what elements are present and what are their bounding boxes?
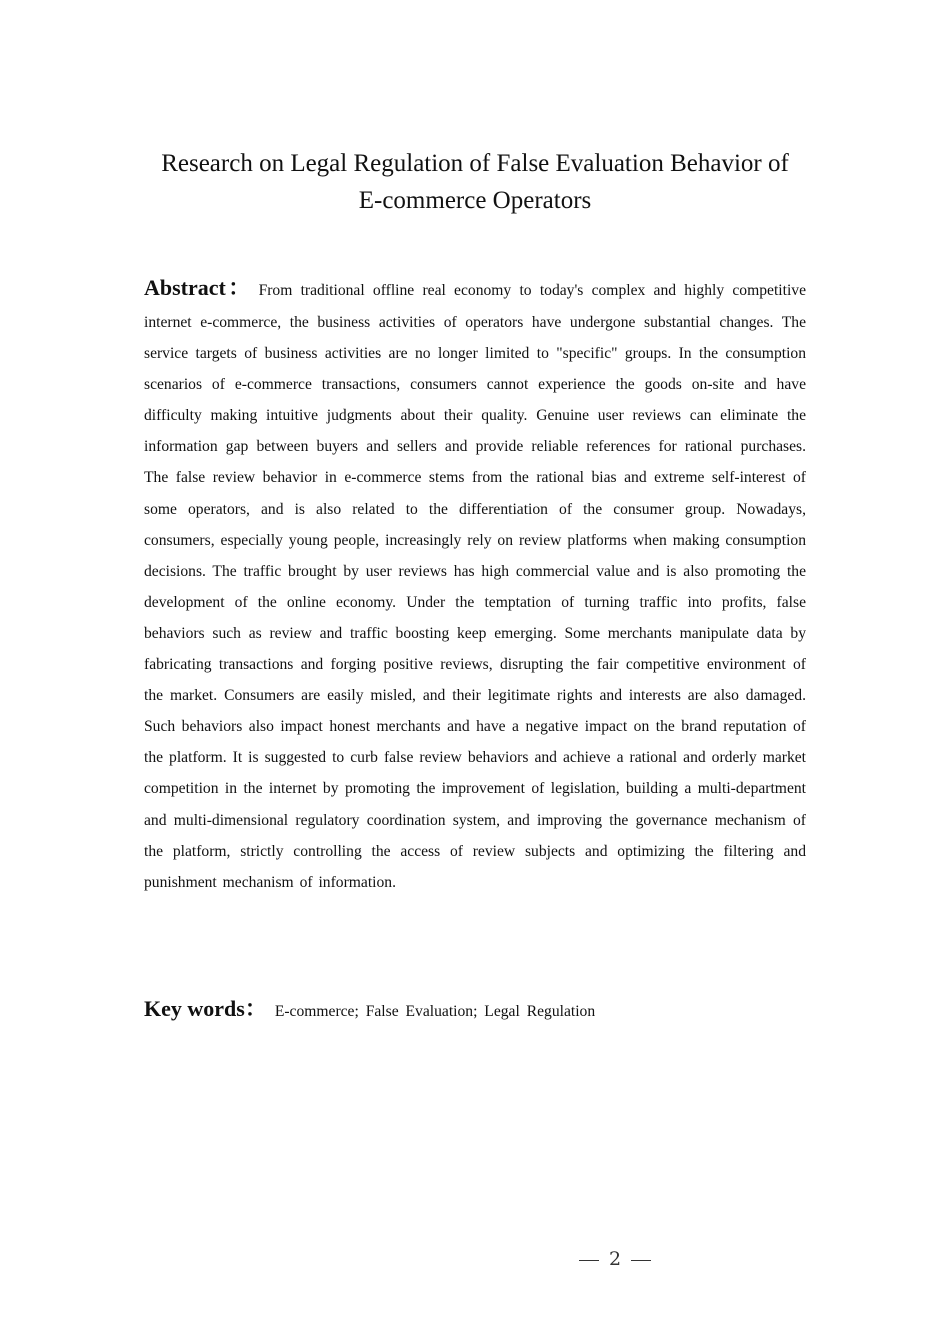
- document-title: [130, 145, 820, 219]
- dash-left-icon: [579, 1260, 599, 1261]
- abstract-label: Abstract：: [144, 275, 253, 300]
- keywords-line: [144, 992, 595, 1029]
- page-number: 2: [608, 1248, 622, 1270]
- abstract-paragraph: [144, 269, 806, 898]
- page-number-footer: [540, 1248, 690, 1270]
- title-line-1: Research on Legal Regulation of False Evaluation Behavior of: [161, 150, 789, 177]
- abstract-text: From traditional offline real economy to today's complex and highly competitive internet e-commerce, the business activities of operators have undergone substantial changes. The service targets of business activities are no longer limited to "specific" groups. In the consumption scenarios of e-commerce transactions, consumers cannot experience the goods on-site and have difficulty making intuitive judgments about their quality. Genuine user reviews can eliminate the information gap between buyers and sellers and provide reliable references for rational purchases. The false review behavior in e-commerce stems from the rational bias and extreme self-interest of some operators, and is also related to the differentiation of the consumer group. Nowadays, consumers, especially young people, increasingly rely on review platforms when making consumption decisions. The traffic brought by user reviews has high commercial value and is also promoting the development of the online economy. Under the temptation of turning traffic into profits, false behaviors such as review and traffic boosting keep emerging. Some merchants manipulate data by fabricating transactions and forging positive reviews, disrupting the fair competitive environment of the market. Consumers are easily misled, and their legitimate rights and interests are also damaged. Such behaviors also impact honest merchants and have a negative impact on the brand reputation of the platform. It is suggested to curb false review behaviors and achieve a rational and orderly market competition in the internet by promoting the improvement of legislation, building a multi-department and multi-dimensional regulatory coordination system, and improving the governance mechanism of the platform, strictly controlling the access of review subjects and optimizing the filtering and punishment mechanism of information.: [144, 282, 806, 891]
- title-line-2: E-commerce Operators: [358, 187, 592, 214]
- keywords-text: E-commerce; False Evaluation; Legal Regulation: [274, 1003, 596, 1020]
- dash-right-icon: [631, 1260, 651, 1261]
- keywords-label: Key words：: [144, 996, 267, 1021]
